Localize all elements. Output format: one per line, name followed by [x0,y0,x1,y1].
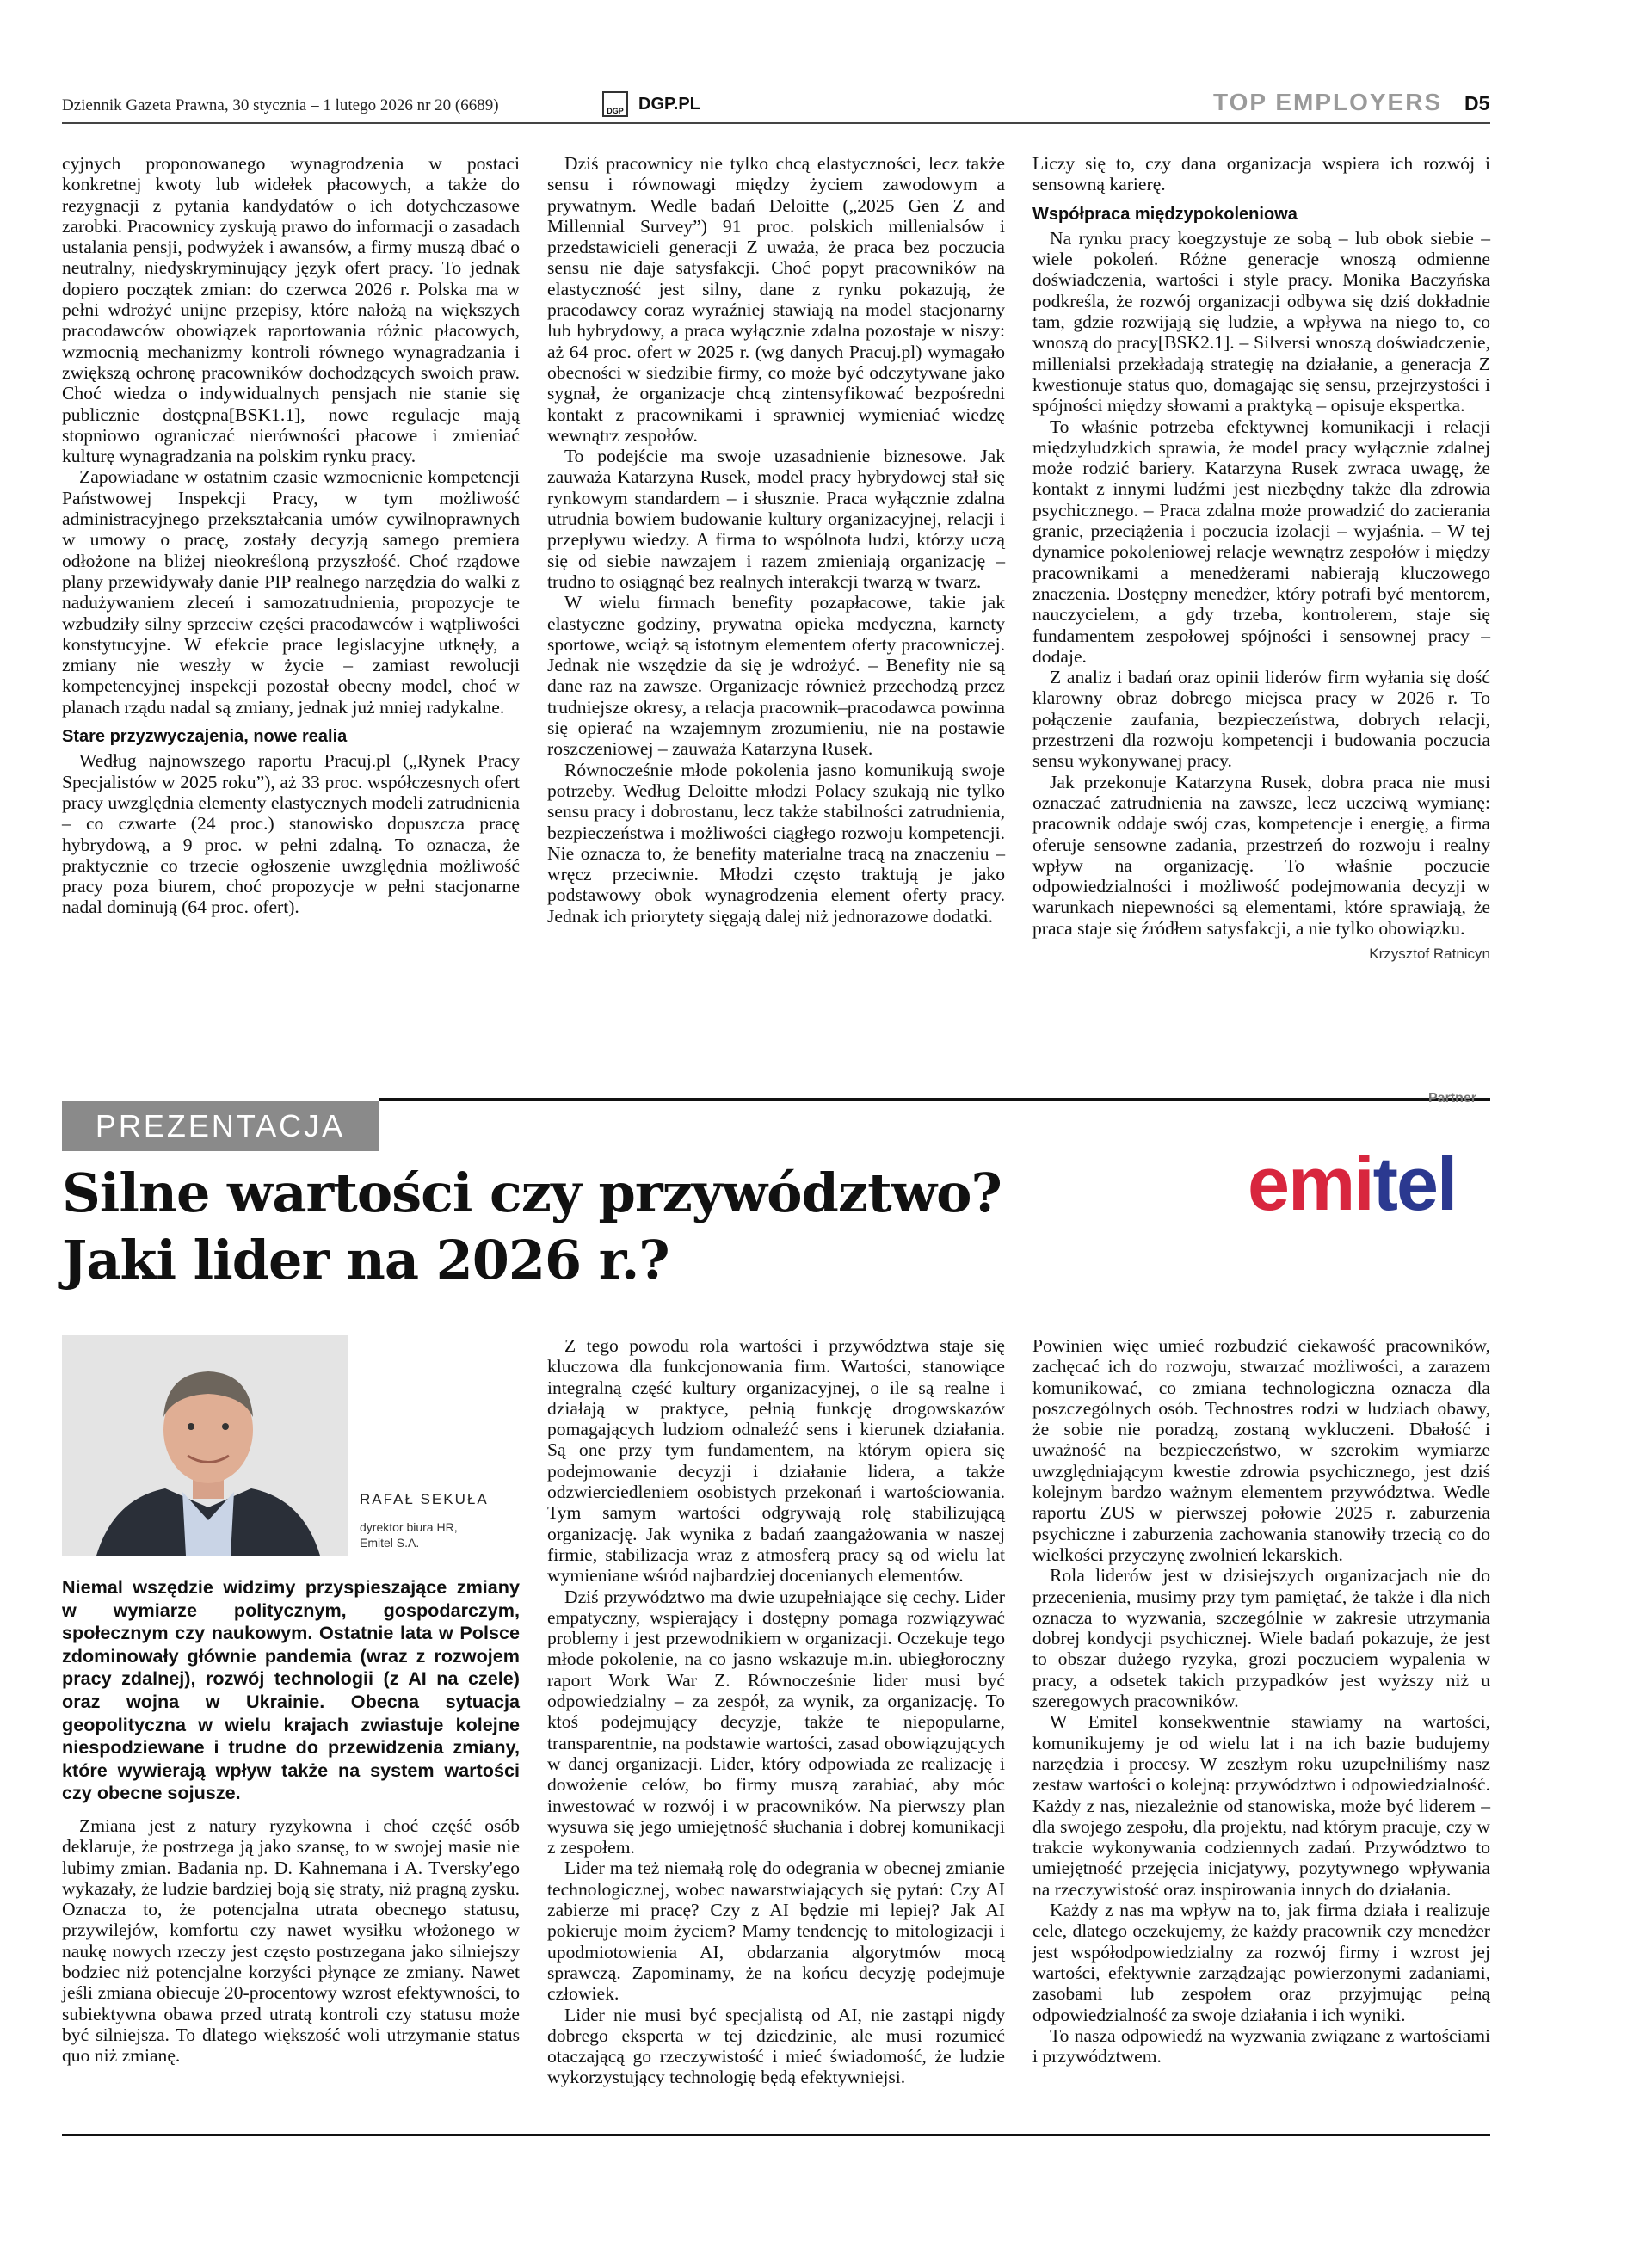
paragraph: Dziś przywództwo ma dwie uzupełniające się cechy. Lider empatyczny, wspierający i dostępny pomaga rozwiązywać problemy i jest przewodnikiem w organizacji. Oczekuje tego młode pokolenie, na co jasno wskazuje m.in. ubiegłoroczny raport Work War Z. Równocześnie lider musi być odpowiedzialny – za zespół, za wynik, za organizację. To ktoś podejmujący decyzje, także te niepopularne, transparentnie, na podstawie wartości, zasad obowiązujących w danej organizacji. Lider, który odpowiada ze realizację i dowożenie celów, bo firmy muszą zarabiać, aby móc inwestować w rozwój i w pracowników. Na pierwszy plan wysuwa się jego umiejętność słuchania i dobrej komunikacji z zespołem. [547,1586,1005,1858]
headline [62,1160,1180,1294]
person-photo-svg [62,1335,348,1556]
paragraph: Według najnowszego raportu Pracuj.pl („Rynek Pracy Specjalistów w 2025 roku”), aż 33 proc. współczesnych ofert pracy uwzględnia elementy elastycznych modeli zatrudnienia – co czwarte (24 proc.) stanowisko dopuszcza pracę hybrydową, a 9 proc. w pełni zdalną. To oznacza, że praktycznie co trzecie ogłoszenie uwzględnia możliwość pracy poza biurem, choć propozycje w pełni stacjonarne nadal dominują (64 proc. ofert). [62,750,520,918]
article1-column-1 [62,153,520,918]
paragraph: W Emitel konsekwentnie stawiamy na wartości, komunikujemy je od wielu lat i na ich bazie budujemy narzędzia i procesy. W zeszłym roku uzupełniliśmy nasz zestaw wartości o kolejną: przywództwo i odpowiedzialność. Każdy z nas, niezależnie od stanowiska, może być liderem – dla swojego zespołu, dla projektu, nad którym pracuje, czy w trakcie wykonywania codziennych zadań. Przywództwo to umiejętność przejęcia inicjatywy, pozytywnego wpływania na rzeczywistość oraz inspirowania innych do działania. [1032,1711,1490,1900]
partner-label: Partner [1428,1091,1477,1106]
paragraph: Każdy z nas ma wpływ na to, jak firma działa i realizuje cele, dlatego oczekujemy, że każdy pracownik czy menedżer jest współodpowiedzialny za rozwój firmy i wzrost jej wartości, efektywnie zarządzając powierzonymi zadaniami, zasobami lub zespołem oraz przyjmując pełną odpowiedzialność za swoje działania i ich wyniki. [1032,1900,1490,2025]
subheading: Stare przyzwyczajenia, nowe realia [62,727,348,747]
paragraph: To właśnie potrzeba efektywnej komunikacji i relacji międzyludzkich sprawia, że model pracy wyłącznie zdalnej może rodzić bariery. Katarzyna Rusek zwraca uwagę, że kontakt z innymi ludźmi jest niezbędny także dla zdrowia psychicznego. – Praca zdalna może prowadzić do zacierania granic, przeciążenia i poczucia izolacji – wyjaśnia. – W tej dynamice pokoleniowej relacje wewnątrz zespołów i między pracownikami a menedżerami nabierają kluczowego znaczenia. Dostępny menedżer, który potrafi być mentorem, nauczycielem, a gdy trzeba, kontrolerem, staje się fundamentem zespołowej spójności i sensownej pracy – dodaje. [1032,416,1490,667]
paragraph: Z tego powodu rola wartości i przywództwa staje się kluczowa dla funkcjonowania firm. Wartości, stanowiące integralną część kultury organizacyjnej, o ile są realne i działają w praktyce, pełnią funkcję drogowskazów pomagających ludziom odnaleźć sens i kierunek działania. Są one przy tym fundamentem, na którym opiera się podejmowanie decyzji i działanie lidera, a także odzwierciedleniem osobistych przekonań i wartościowania. Tym samym wartości odgrywają rolę stabilizującą organizację. Jak wynika z badań zaangażowania w naszej firmie, stabilizacja wraz z atmosferą pracy są od wielu lat wymieniane wśród najbardziej docenianych elementów. [547,1335,1005,1587]
section-title: TOP EMPLOYERS [1213,89,1443,115]
paragraph: Powinien więc umieć rozbudzić ciekawość pracowników, zachęcać ich do rozwoju, stwarzać możliwości, a zarazem komunikować, co zmiana technologiczna oznacza dla poszczególnych osób. Technostres rodzi w ludziach obawy, że sobie nie poradzą, zostaną wykluczeni. Dbałość i uważność na bezpieczeństwo, w szerokim wymiarze uwzględniającym kwestie zdrowia psychicznego, jest dziś kolejnym bardzo ważnym elementem przywództwa. Wedle raportu ZUS w pierwszej połowie 2025 r. zaburzenia psychiczne i zaburzenia zachowania stanowiły trzecią co do wielkości przyczynę zwolnień lekarskich. [1032,1335,1490,1565]
paragraph: Z analiz i badań oraz opinii liderów firm wyłania się dość klarowny obraz dobrego miejsca pracy w 2026 r. To połączenie zaufania, bezpieczeństwa, dobrych relacji, przestrzeni dla rozwoju kompetencji i budowania poczucia sensu wykonywanej pracy. [1032,667,1490,772]
paragraph: Liczy się to, czy dana organizacja wspiera ich rozwój i sensowną karierę. [1032,153,1490,195]
presentation-column-1 [62,1576,520,2067]
bottom-rule [62,2134,1490,2136]
logo-part: emi [1248,1141,1373,1226]
person-role-line: dyrektor biura HR, [360,1520,458,1534]
header-rule [62,122,1490,124]
subheading: Współpraca międzypokoleniowa [1032,204,1298,224]
presentation-column-3 [1032,1335,1490,2067]
presentation-badge: PREZENTACJA [62,1101,379,1151]
person-photo-icon [62,1335,348,1556]
lead-paragraph: Niemal wszędzie widzimy przyspieszające zmiany w wymiarze politycznym, gospodarczym, społecznym czy naukowym. Ostatnie lata w Polsce zdominowały głównie pandemia (wraz z rozwojem pracy zdalnej), rozwój technologii (z AI na czele) oraz wojna w Ukrainie. Obecna sytuacja geopolityczna w wielu krajach zwiastuje kolejne niespodziewane i trudne do przewidzenia zmiany, które wywierają wpływ także na system wartości czy obecne sojusze. [62,1576,520,1804]
dgp-logo-icon: DGP [602,91,628,117]
paragraph: To podejście ma swoje uzasadnienie biznesowe. Jak zauważa Katarzyna Rusek, model pracy hybrydowej stał się rynkowym standardem – i słusznie. Praca wyłącznie zdalna utrudnia bowiem budowanie kultury organizacyjnej, relacji i przepływu wiedzy. A firma to wspólnota ludzi, którzy uczą się od siebie nawzajem i razem zmieniają organizację – trudno to osiągnąć bez realnych interakcji twarzą w twarz. [547,446,1005,592]
paragraph: Rola liderów jest w dzisiejszych organizacjach nie do przecenienia, musimy przy tym pamiętać, że także i dla nich oznacza to wyzwania, szczególnie w zakresie utrzymania dobrej kondycji psychicznej. Wiele badań pokazuje, że jest to obszar dużego ryzyka, grozi poczuciem wypalenia w pracy, a odsetek takich przypadków jest wyższy niż u szeregowych pracowników. [1032,1565,1490,1712]
logo-part: tel [1372,1141,1457,1226]
paragraph: Jak przekonuje Katarzyna Rusek, dobra praca nie musi oznaczać zatrudnienia na zawsze, lecz uczciwą wymianę: pracownik oddaje swój czas, kompetencje i energię, a firma oferuje sensowne zadania, przestrzeń do rozwoju i realny wpływ na organizację. To właśnie poczucie odpowiedzialności i możliwość podejmowania decyzji w warunkach niepewności są elementami, które sprawiają, że praca staje się źródłem satysfakcji, a nie tylko obowiązku. [1032,771,1490,939]
section-rule [379,1098,1490,1101]
article1-column-3 [1032,153,1490,964]
author-signature: Krzysztof Ratnicyn [1369,945,1490,962]
page-number: D5 [1464,92,1490,114]
paragraph: Dziś pracownicy nie tylko chcą elastyczności, lecz także sensu i równowagi między życiem zawodowym a prywatnym. Wedle badań Deloitte („2025 Gen Z and Millennial Survey”) 91 proc. polskich millenialsów i przedstawicieli generacji Z uważa, że praca bez poczucia sensu nie daje satysfakcji. Choć popyt pracowników na elastyczność jest silny, dane z rynku pokazują, że pracodawcy coraz wyraźniej stawiają na model stacjonarny lub hybrydowy, a praca wyłącznie zdalna pozostaje w niszy: aż 64 proc. ofert w 2025 r. (wg danych Pracuj.pl) wymagało obecności w siedzibie firmy, co może być odczytywane jako sygnał, że organizacje chcą zintensyfikować bezpośredni kontakt z pracownikami i sprawniej wymieniać wiedzę wewnątrz zespołów. [547,153,1005,446]
presentation-column-2 [547,1335,1005,2088]
paragraph: To nasza odpowiedź na wyzwania związane z wartościami i przywództwem. [1032,2024,1490,2067]
person-role [360,1519,458,1550]
headline-line: Jaki lider na 2026 r.? [62,1229,669,1291]
paragraph: cyjnych proponowanego wynagrodzenia w postaci konkretnej kwoty lub widełek płacowych, a także do rezygnacji z pytania kandydatów o ich dotychczasowe zarobki. Pracownicy zyskują prawo do informacji o zasadach ustalania pensji, podwyżek i awansów, a firmy muszą dbać o neutralny, niedyskryminujący język ofert pracy. To jednak dopiero początek zmian: do czerwca 2026 r. Polska ma w pełni wdrożyć unijne przepisy, które nałożą na większych pracodawców obowiązek raportowania różnic płacowych, wzmocnią mechanizmy kontroli równego wynagradzania i zwiększą ochronę pracowników dochodzących swoich praw. Choć wiedza o indywidualnych pensjach nie stanie się publicznie dostępna[BSK1.1], nowe regulacje mają stopniowo ograniczać nierówności płacowe i zmieniać kulturę wynagradzania na polskim rynku pracy. [62,153,520,467]
site-link[interactable]: DGP.PL [638,95,700,114]
header-issue: Dziennik Gazeta Prawna, 30 stycznia – 1 lutego 2026 nr 20 (6689) [62,96,499,114]
paragraph: Lider nie musi być specjalistą od AI, nie zastąpi nigdy dobrego eksperta w tej dziedzinie, ale musi rozumieć otaczającą go rzeczywistość i mieć świadomość, że ludzie wykorzystujący technologię będą efektywniejsi. [547,2004,1005,2088]
paragraph: Lider ma też niemałą rolę do odegrania w obecnej zmianie technologicznej, wobec nawarstwiających się pytań: Czy AI zabierze mi pracę? Czy z AI będzie mi lepiej? Jak AI pokieruje moim życiem? Mamy tendencję to mitologizacji i upodmiotowienia AI, obdarzania algorytmów mocą sprawczą. Zapominamy, że na końcu decyzję podejmuje człowiek. [547,1858,1005,2005]
person-role-line: Emitel S.A. [360,1536,420,1550]
paragraph: Na rynku pracy koegzystuje ze sobą – lub obok siebie – wiele pokoleń. Różne generacje wnoszą odmienne doświadczenia, wartości i style pracy. Monika Baczyńska podkreśla, że rozwój organizacji odbywa się dziś dokładnie tam, gdzie rozwijają się ludzie, a wpływa na niego to, co wnoszą do pracy[BSK2.1]. – Silversi wnoszą doświadczenie, millenialsi przekładają strategię na działanie, a generacja Z kwestionuje status quo, domagając się sensu, przejrzystości i spójności między słowami a praktyką – opisuje ekspertka. [1032,227,1490,416]
paragraph: Zmiana jest z natury ryzykowna i choć część osób deklaruje, że postrzega ją jako szansę, to w swojej masie nie lubimy zmian. Badania np. D. Kahnemana i A. Tversky'ego wykazały, że ludzie bardziej boją się straty, niż pragną zysku. Oznacza to, że potencjalna utrata obecnego statusu, przywilejów, komfortu czy nawet wysiłku włożonego w naukę nowych rzeczy jest często postrzegana jako silniejszy bodziec niż potencjalne korzyści płynące ze zmiany. Nawet jeśli zmiana obiecuje 20-procentowy wzrost efektywności, to subiektywna obawa przed utratą kontroli czy statusu może być silniejsza. To dlatego większość woli utrzymanie status quo niż zmianę. [62,1815,520,2067]
paragraph: Równocześnie młode pokolenia jasno komunikują swoje potrzeby. Według Deloitte młodzi Polacy szukają nie tylko sensu pracy i dobrostanu, lecz także stabilności zatrudnienia, bezpieczeństwa i możliwości ciągłego rozwoju kompetencji. Nie oznacza to, że benefity materialne tracą na znaczeniu – wręcz przeciwnie. Młodzi często traktują je jako podstawowy obok wynagrodzenia element oferty pracy. Jednak ich priorytety sięgają dalej niż jednorazowe dodatki. [547,759,1005,927]
emitel-logo-icon [1248,1140,1456,1228]
article1-column-2 [547,153,1005,927]
person-name: RAFAŁ SEKUŁA [360,1491,489,1507]
presentation-column-1-body [62,1815,520,2067]
headline-line: Silne wartości czy przywództwo? [62,1162,1002,1224]
paragraph: W wielu firmach benefity pozapłacowe, takie jak elastyczne godziny, prywatna opieka medyczna, karnety sportowe, wciąż są istotnym elementem oferty pracowniczej. Jednak nie wszędzie da się je wdrożyć. – Benefity nie są dane raz na zawsze. Organizacje również przechodzą przez trudniejsze okresy, a relacja pracownik–pracodawca powinna się opierać na wzajemnym zrozumieniu, nie na postawie roszczeniowej – zauważa Katarzyna Rusek. [547,592,1005,760]
paragraph: Zapowiadane w ostatnim czasie wzmocnienie kompetencji Państwowej Inspekcji Pracy, w tym możliwość administracyjnego przekształcania umów cywilnoprawnych w umowy o pracę, zostały decyzją samego premiera odłożone na bliżej nieokreśloną przyszłość. Choć rządowe plany przewidywały danie PIP realnego narzędzia do walki z nadużywaniem zleceń i samozatrudnienia, propozycje te wzbudziły silny sprzeciw części pracodawców i wątpliwości konstytucyjne. W efekcie prace legislacyjne utknęły, a zmiany nie weszły w życie – zamiast rewolucji kompetencyjnej inspekcji pozostał obecny model, choć w planach rządu nadal są zmiany, jednak już mniej radykalne. [62,466,520,718]
